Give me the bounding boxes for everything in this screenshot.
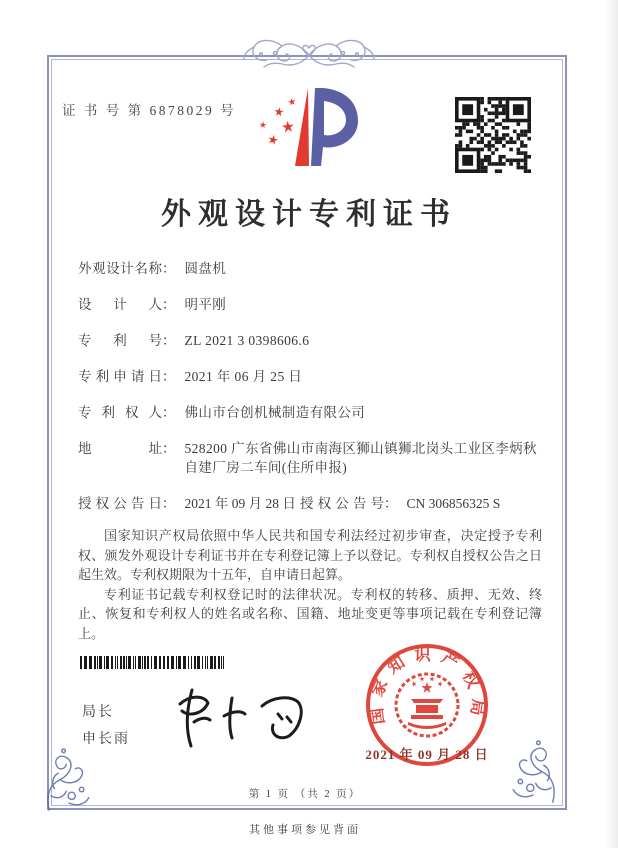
director-title: 局长 bbox=[82, 705, 114, 720]
certificate-body bbox=[78, 259, 542, 643]
top-flourish-ornament-icon bbox=[214, 34, 404, 76]
field-colon: ： bbox=[162, 369, 176, 384]
field-value: CN 306856325 S bbox=[406, 496, 501, 511]
field-value: 2021 年 06 月 25 日 bbox=[184, 369, 303, 384]
legal-paragraph-1: 国家知识产权局依照中华人民共和国专利法经过初步审查，决定授予专利权、颁发外观设计专利证书并在专利登记簿上予以登记。专利权自授权公告之日起生效。专利权期限为十五年，自申请日起算。 bbox=[78, 528, 542, 582]
page-number: 第 1 页 （共 2 页） bbox=[248, 789, 362, 800]
field-patentee bbox=[78, 403, 542, 422]
handwritten-signature-icon bbox=[170, 676, 310, 754]
seal-date: 2021 年 09 月 28 日 bbox=[365, 747, 489, 762]
seal-text: 国家知识产权局 bbox=[365, 645, 489, 726]
director-name: 申长雨 bbox=[82, 732, 130, 747]
field-label: 设计人 bbox=[78, 297, 162, 312]
field-value: 528200 广东省佛山市南海区狮山镇狮北岗头工业区李炳秋自建厂房二车间(住所申报) bbox=[184, 441, 537, 475]
cnipa-logo-icon bbox=[246, 84, 366, 176]
field-colon: ： bbox=[162, 297, 176, 312]
field-value: 明平刚 bbox=[184, 297, 227, 312]
field-value: 圆盘机 bbox=[184, 261, 227, 276]
qr-code bbox=[455, 97, 531, 173]
field-colon: ： bbox=[162, 405, 176, 420]
field-colon: ： bbox=[162, 261, 176, 276]
legal-paragraph-2: 专利证书记载专利权登记时的法律状况。专利权的转移、质押、无效、终止、恢复和专利权人的姓名或名称、国籍、地址变更等事项记载在专利登记簿上。 bbox=[78, 586, 542, 641]
field-patent-number bbox=[78, 331, 542, 350]
field-design-name bbox=[78, 259, 542, 278]
field-label: 专利号 bbox=[78, 333, 162, 348]
field-label: 授权公告日 bbox=[78, 496, 162, 511]
field-label: 专利申请日 bbox=[78, 369, 162, 384]
field-colon: ： bbox=[162, 496, 176, 511]
field-address bbox=[78, 439, 542, 477]
certificate-number: 证 书 号 第 6878029 号 bbox=[62, 103, 237, 118]
field-filing-date bbox=[78, 367, 542, 386]
field-grant-row bbox=[78, 494, 542, 513]
legal-paragraphs bbox=[78, 526, 542, 643]
field-colon: ： bbox=[384, 496, 398, 511]
field-colon: ： bbox=[162, 441, 176, 456]
field-grant-number bbox=[300, 494, 500, 513]
field-value: ZL 2021 3 0398606.6 bbox=[184, 333, 310, 348]
barcode bbox=[80, 656, 228, 669]
field-value: 佛山市台创机械制造有限公司 bbox=[184, 405, 366, 420]
field-label: 外观设计名称 bbox=[78, 261, 162, 276]
field-label: 专利权人 bbox=[78, 405, 162, 420]
field-label: 地址 bbox=[78, 441, 162, 456]
field-designer bbox=[78, 295, 542, 314]
certificate-title: 外观设计专利证书 bbox=[161, 198, 457, 231]
field-value: 2021 年 09 月 28 日 bbox=[184, 496, 296, 511]
field-grant-date bbox=[78, 494, 300, 513]
back-side-note: 其他事项参见背面 bbox=[249, 824, 361, 836]
bottom-left-flourish-icon bbox=[42, 738, 96, 814]
field-colon: ： bbox=[162, 333, 176, 348]
field-label: 授权公告号 bbox=[300, 496, 384, 511]
